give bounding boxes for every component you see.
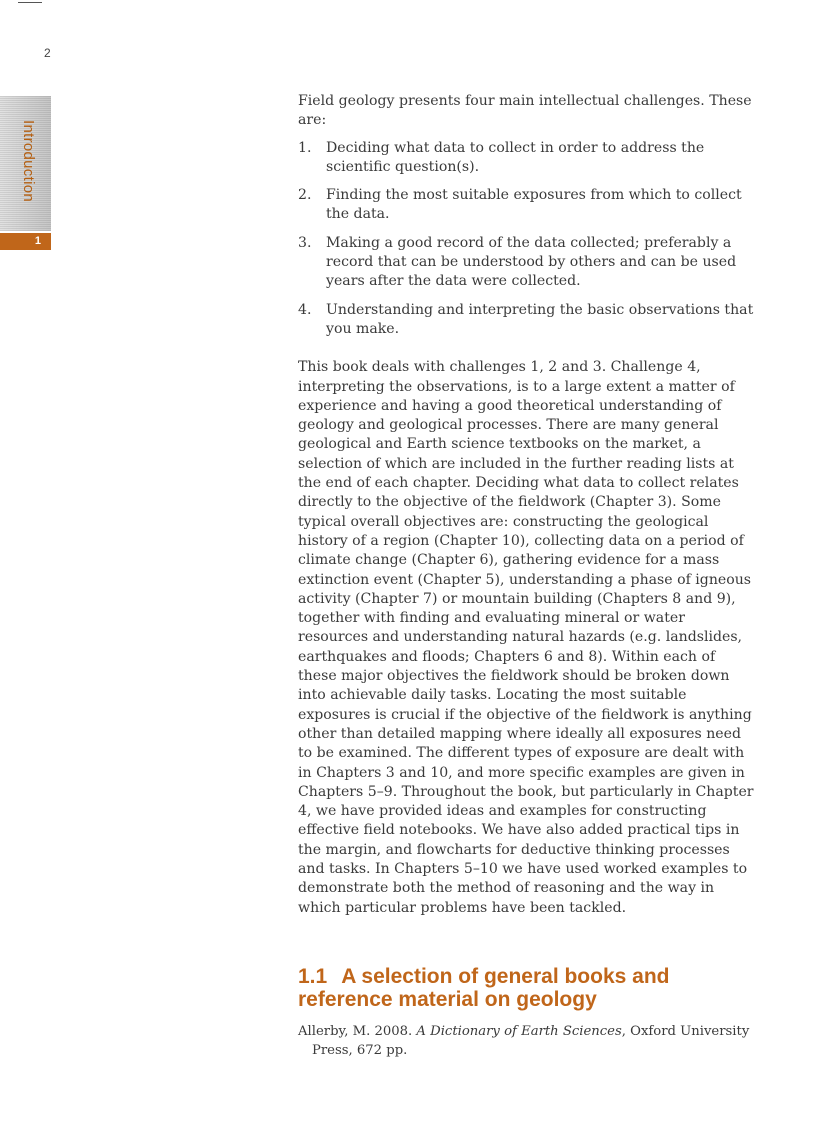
chapter-tab-label: Introduction — [20, 120, 37, 202]
list-item-number: 3. — [298, 234, 312, 251]
list-item-text: Deciding what data to collect in order to address the scientific question(s). — [326, 139, 705, 175]
list-item — [298, 234, 754, 292]
challenges-list — [298, 139, 754, 340]
chapter-number: 1 — [34, 235, 41, 247]
top-rule — [18, 2, 42, 3]
chapter-number-box — [0, 233, 51, 250]
list-item — [298, 186, 754, 225]
list-item-text: Understanding and interpreting the basic observations that you make. — [326, 301, 754, 337]
list-item — [298, 139, 754, 178]
list-item-text: Making a good record of the data collected; preferably a record that can be understood by others and can be used years after the data were collected. — [326, 234, 737, 290]
list-item-number: 1. — [298, 139, 312, 156]
page-number: 2 — [44, 46, 51, 60]
reference-title: A Dictionary of Earth Sciences — [416, 1023, 622, 1039]
body-paragraph: This book deals with challenges 1, 2 and 3. Challenge 4, interpreting the observations, is to a large extent a matter of experience and having a good theoretical understanding of geology and geological processes. There are many general geological and Earth science textbooks on the market, a selection of which are included in the further reading lists at the end of each chapter. Deciding what data to collect relates directly to the objective of the fieldwork (Chapter 3). Some typical overall objectives are: constructing the geological history of a region (Chapter 10), collecting data on a period of climate change (Chapter 6), gathering evidence for a mass extinction event (Chapter 5), understanding a phase of igneous activity (Chapter 7) or mountain building (Chapters 8 and 9), together with finding and evaluating mineral or water resources and understanding natural hazards (e.g. landslides, earthquakes and floods; Chapters 6 and 8). Within each of these major objectives the fieldwork should be broken down into achievable daily tasks. Locating the most suitable exposures is crucial if the objective of the fieldwork is anything other than detailed mapping where ideally all exposures need to be examined. The different types of exposure are dealt with in Chapters 3 and 10, and more specific examples are given in Chapters 5–9. Throughout the book, but particularly in Chapter 4, we have provided ideas and examples for constructing effective field notebooks. We have also added practical tips in the margin, and flowcharts for deductive thinking processes and tasks. In Chapters 5–10 we have used worked examples to demonstrate both the method of reasoning and the way in which particular problems have been tackled. — [298, 359, 754, 916]
list-item-number: 4. — [298, 301, 312, 318]
list-item-number: 2. — [298, 187, 312, 204]
list-item-text: Finding the most suitable exposures from which to collect the data. — [326, 187, 742, 223]
section-title: A selection of general books and reference material on geology — [298, 964, 670, 1011]
reference-entry — [298, 1022, 754, 1060]
section-heading — [298, 965, 754, 1011]
reference-authors: Allerby, M. 2008. — [298, 1023, 417, 1039]
list-item — [298, 301, 754, 340]
main-content — [298, 92, 754, 1060]
intro-paragraph: Field geology presents four main intellectual challenges. These are: — [298, 93, 752, 129]
reference-publisher: , Oxford University Press, 672 pp. — [312, 1023, 750, 1058]
section-number: 1.1 — [298, 964, 328, 988]
